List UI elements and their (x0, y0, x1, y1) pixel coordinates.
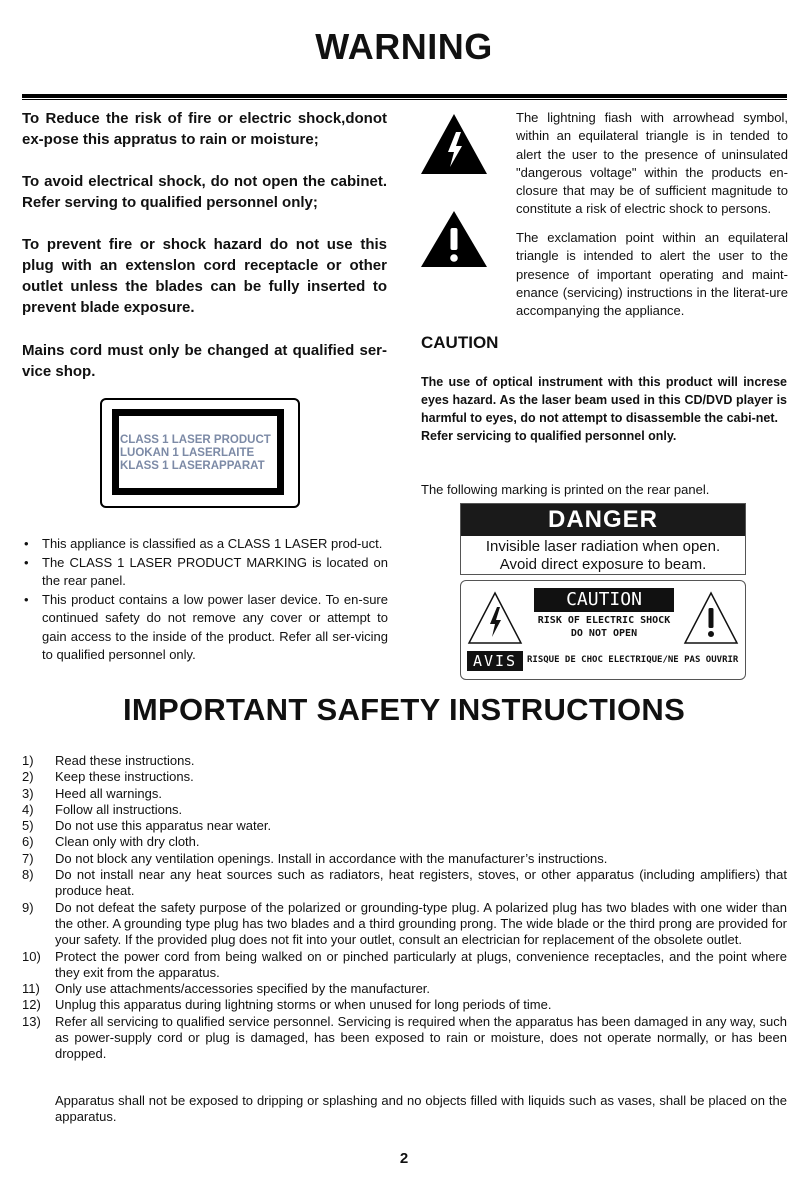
item-number: 9) (22, 899, 34, 915)
item-text: Read these instructions. (55, 753, 195, 768)
warning-paragraph: To avoid electrical shock, do not open the cabinet. Refer serving to qualified personnel only; (22, 173, 387, 211)
caution-text (421, 373, 787, 445)
lightning-symbol-text: The lightning fiash with arrowhead symbol, within an equilateral triangle is in tended to alert the user to the presence of uninsulated "dangerous voltage" within the products en-closure that may be of sufficient magnitude to constitute a risk of electric shock to persons. (516, 110, 788, 217)
lightning-outline-icon (467, 591, 523, 645)
item-text: Do not install near any heat sources such as radiators, heat registers, stoves, or other apparatus (including amplifiers) that produce heat. (55, 867, 787, 899)
item-text: Do not block any ventilation openings. Install in accordance with the manufacturer’s instructions. (55, 850, 608, 866)
item-number: 10) (22, 948, 41, 964)
item-number: 6) (22, 834, 34, 850)
laser-label-line: KLASS 1 LASERAPPARAT (120, 460, 265, 472)
caution-shock-label (460, 580, 746, 680)
caution-text-refer: Refer servicing to qualified personnel only. (421, 429, 677, 443)
caution-heading: CAUTION (421, 333, 499, 352)
list-item (22, 867, 787, 900)
safety-title: IMPORTANT SAFETY INSTRUCTIONS (122, 692, 686, 727)
item-number: 13) (22, 1013, 41, 1029)
danger-label-line: Avoid direct exposure to beam. (499, 556, 707, 573)
danger-label-line: Invisible laser radiation when open. (485, 538, 721, 555)
list-item (22, 818, 787, 834)
avis-text: RISQUE DE CHOC ELECTRIQUE/NE PAS OUVRIR (527, 655, 739, 665)
caution-label-line: RISK OF ELECTRIC SHOCK (537, 615, 671, 626)
laser-label-line: CLASS 1 LASER PRODUCT (120, 434, 271, 446)
caution-text-main: The use of optical instrument with this product will increse eyes hazard. As the laser beam used in this CD/DVD player is harmful to eyes, do not attempt to disassemble the cabi-net. (421, 375, 787, 425)
item-number: 12) (22, 997, 41, 1013)
caution-label-line: DO NOT OPEN (570, 628, 638, 639)
exclamation-outline-icon (683, 591, 739, 645)
item-text: Heed all warnings. (55, 785, 162, 801)
warning-paragraph: To prevent fire or shock hazard do not use this plug with an extenslon cord receptacle or other outlet unless the blades can be fully inserted to prevent blade exposure. (22, 236, 387, 316)
item-text: Do not defeat the safety purpose of the polarized or grounding-type plug. A polarized plug has two blades with one wider than the other. A grounding type plug has two blades and a third grounding prong. The wide blade or the third prong are provided for your safety. If the provided plug does not fit into your outlet, consult an electrician for replacement of the obsolete outlet. (55, 899, 787, 948)
item-text: Only use attachments/accessories specified by the manufacturer. (55, 981, 431, 997)
item-number: 4) (22, 801, 34, 817)
list-item (22, 1014, 787, 1063)
page-title: WARNING (315, 26, 493, 67)
item-text: Keep these instructions. (55, 769, 194, 785)
exclamation-triangle-icon (419, 209, 489, 269)
list-item (22, 753, 787, 769)
list-item (22, 981, 787, 997)
exclamation-symbol-text: The exclamation point within an equilateral triangle is intended to alert the user to the presence of important operating and maint-enance (servicing) instructions in the literat-ure accompanying the appliance. (516, 230, 788, 319)
caution-label-head: CAUTION (534, 588, 674, 612)
title-divider (22, 94, 787, 100)
item-number: 2) (22, 769, 34, 785)
item-text: Clean only with dry cloth. (55, 834, 200, 850)
item-number: 3) (22, 785, 34, 801)
list-item (22, 851, 787, 867)
list-item (22, 802, 787, 818)
list-item: • This product contains a low power laser device. To en-sure continued safety do not remove any cover or attempt to gain access to the inside of the product. Refer all ser-vicing to qualified personnel only. (22, 591, 388, 665)
laser-label-line: LUOKAN 1 LASERLAITE (120, 447, 255, 459)
item-text: Refer all servicing to qualified service personnel. Servicing is required when the apparatus has been damaged in any way, such as power-supply cord or plug is damaged, has been exposed to rain or moisture, does not operate normally, or has been dropped. (55, 1013, 787, 1062)
avis-badge: AVIS (467, 651, 523, 671)
list-item (22, 834, 787, 850)
item-number: 1) (22, 753, 34, 768)
item-number: 5) (22, 818, 34, 834)
list-item (22, 949, 787, 982)
item-number: 8) (22, 867, 34, 883)
list-item (22, 786, 787, 802)
safety-instructions-list (22, 753, 787, 1063)
list-item: • The CLASS 1 LASER PRODUCT MARKING is located on the rear panel. (22, 554, 388, 591)
list-item (22, 997, 787, 1013)
marking-note: The following marking is printed on the rear panel. (421, 482, 710, 497)
closing-note: Apparatus shall not be exposed to dripping or splashing and no objects filled with liquids such as vases, shall be placed on the apparatus. (55, 1093, 787, 1125)
list-item: • This appliance is classified as a CLASS 1 LASER prod-uct. (22, 535, 388, 554)
page-number: 2 (399, 1150, 409, 1167)
item-text: Follow all instructions. (55, 801, 183, 817)
class1-laser-label (100, 398, 300, 508)
item-text: Unplug this apparatus during lightning storms or when unused for long periods of time. (55, 997, 552, 1013)
danger-label-head: DANGER (461, 504, 745, 536)
list-item (22, 769, 787, 785)
warning-paragraph: Mains cord must only be changed at qualified ser-vice shop. (22, 342, 387, 380)
warning-paragraph: To Reduce the risk of fire or electric shock,donot ex-pose this appratus to rain or moisture; (22, 110, 387, 148)
item-text: Protect the power cord from being walked on or pinched particularly at plugs, convenience receptacles, and the point where they exit from the apparatus. (55, 948, 787, 980)
item-number: 7) (22, 850, 34, 866)
item-text: Do not use this apparatus near water. (55, 818, 272, 834)
lightning-triangle-icon (419, 112, 489, 176)
danger-label (460, 503, 746, 575)
list-item (22, 900, 787, 949)
item-number: 11) (22, 981, 40, 997)
laser-bullet-list (22, 535, 388, 665)
